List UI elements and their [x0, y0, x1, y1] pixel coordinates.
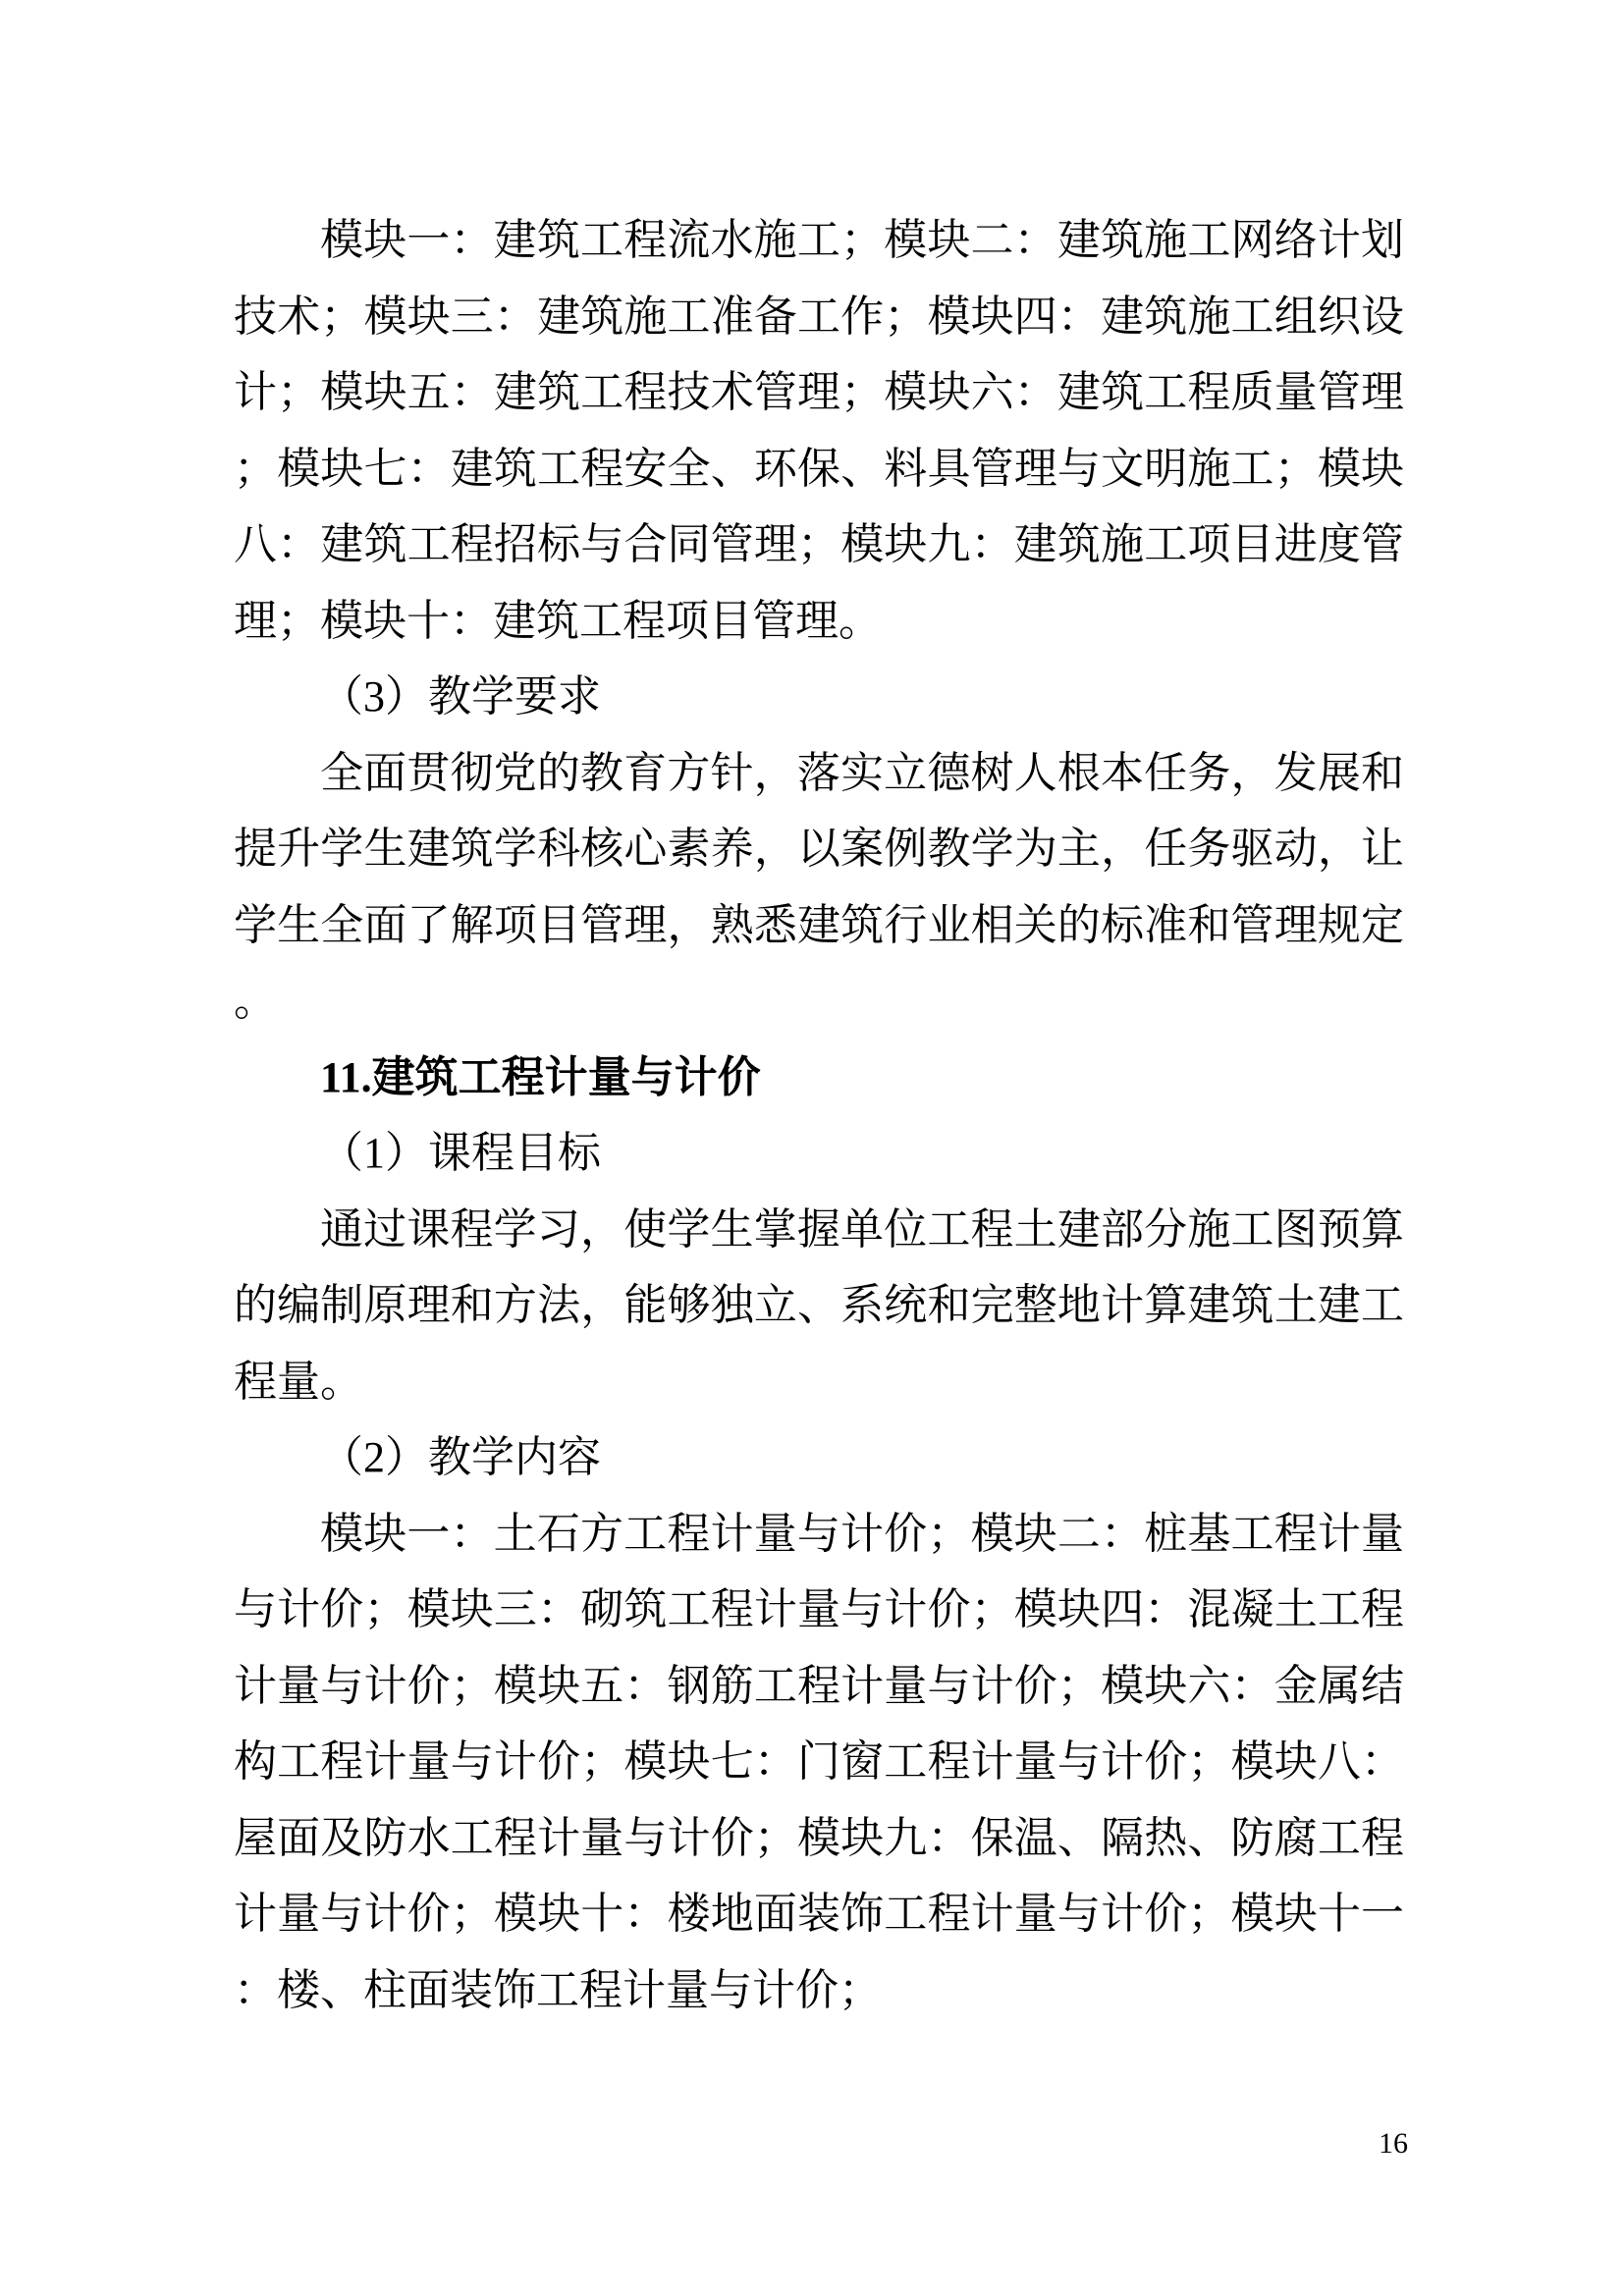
paragraph-line: 通过课程学习，使学生掌握单位工程土建部分施工图预算 [320, 1204, 1404, 1254]
paragraph-line: 的编制原理和方法，能够独立、系统和完整地计算建筑土建工 [234, 1281, 1404, 1329]
paragraph-line: 学生全面了解项目管理，熟悉建筑行业相关的标准和管理规定 [234, 900, 1404, 949]
section-heading-course-11: 11.建筑工程计量与计价 [320, 1052, 761, 1101]
page-number: 16 [1379, 2127, 1408, 2160]
subsection-heading-teaching-requirements: （3）教学要求 [320, 672, 601, 721]
subsection-heading-teaching-content: （2）教学内容 [320, 1433, 601, 1481]
paragraph-line: 模块一：建筑工程流水施工；模块二：建筑施工网络计划 [320, 216, 1404, 264]
paragraph-line: ：楼、柱面装饰工程计量与计价； [234, 1965, 882, 2014]
paragraph-line: 全面贯彻党的教育方针，落实立德树人根本任务，发展和 [320, 748, 1404, 797]
paragraph-line: 计量与计价；模块十：楼地面装饰工程计量与计价；模块十一 [234, 1890, 1404, 1938]
paragraph-line: 技术；模块三：建筑施工准备工作；模块四：建筑施工组织设 [234, 292, 1404, 341]
paragraph-line: ；模块七：建筑工程安全、环保、料具管理与文明施工；模块 [234, 444, 1404, 493]
paragraph-line: 八：建筑工程招标与合同管理；模块九：建筑施工项目进度管 [234, 520, 1404, 568]
paragraph-line: 计量与计价；模块五：钢筋工程计量与计价；模块六：金属结 [234, 1661, 1404, 1710]
paragraph-line: 模块一：土石方工程计量与计价；模块二：桩基工程计量 [320, 1509, 1404, 1558]
document-body [234, 202, 1404, 2028]
paragraph-line: 屋面及防水工程计量与计价；模块九：保温、隔热、防腐工程 [234, 1813, 1404, 1862]
paragraph-line: 计；模块五：建筑工程技术管理；模块六：建筑工程质量管理 [234, 368, 1404, 416]
paragraph-line: 理；模块十：建筑工程项目管理。 [234, 596, 882, 645]
paragraph-line: 与计价；模块三：砌筑工程计量与计价；模块四：混凝土工程 [234, 1585, 1404, 1633]
paragraph-line: 。 [234, 977, 277, 1025]
subsection-heading-course-goal: （1）课程目标 [320, 1129, 601, 1177]
paragraph-line: 构工程计量与计价；模块七：门窗工程计量与计价；模块八： [234, 1737, 1404, 1786]
paragraph-line: 提升学生建筑学科核心素养，以案例教学为主，任务驱动，让 [234, 825, 1404, 873]
paragraph-line: 程量。 [234, 1357, 363, 1406]
